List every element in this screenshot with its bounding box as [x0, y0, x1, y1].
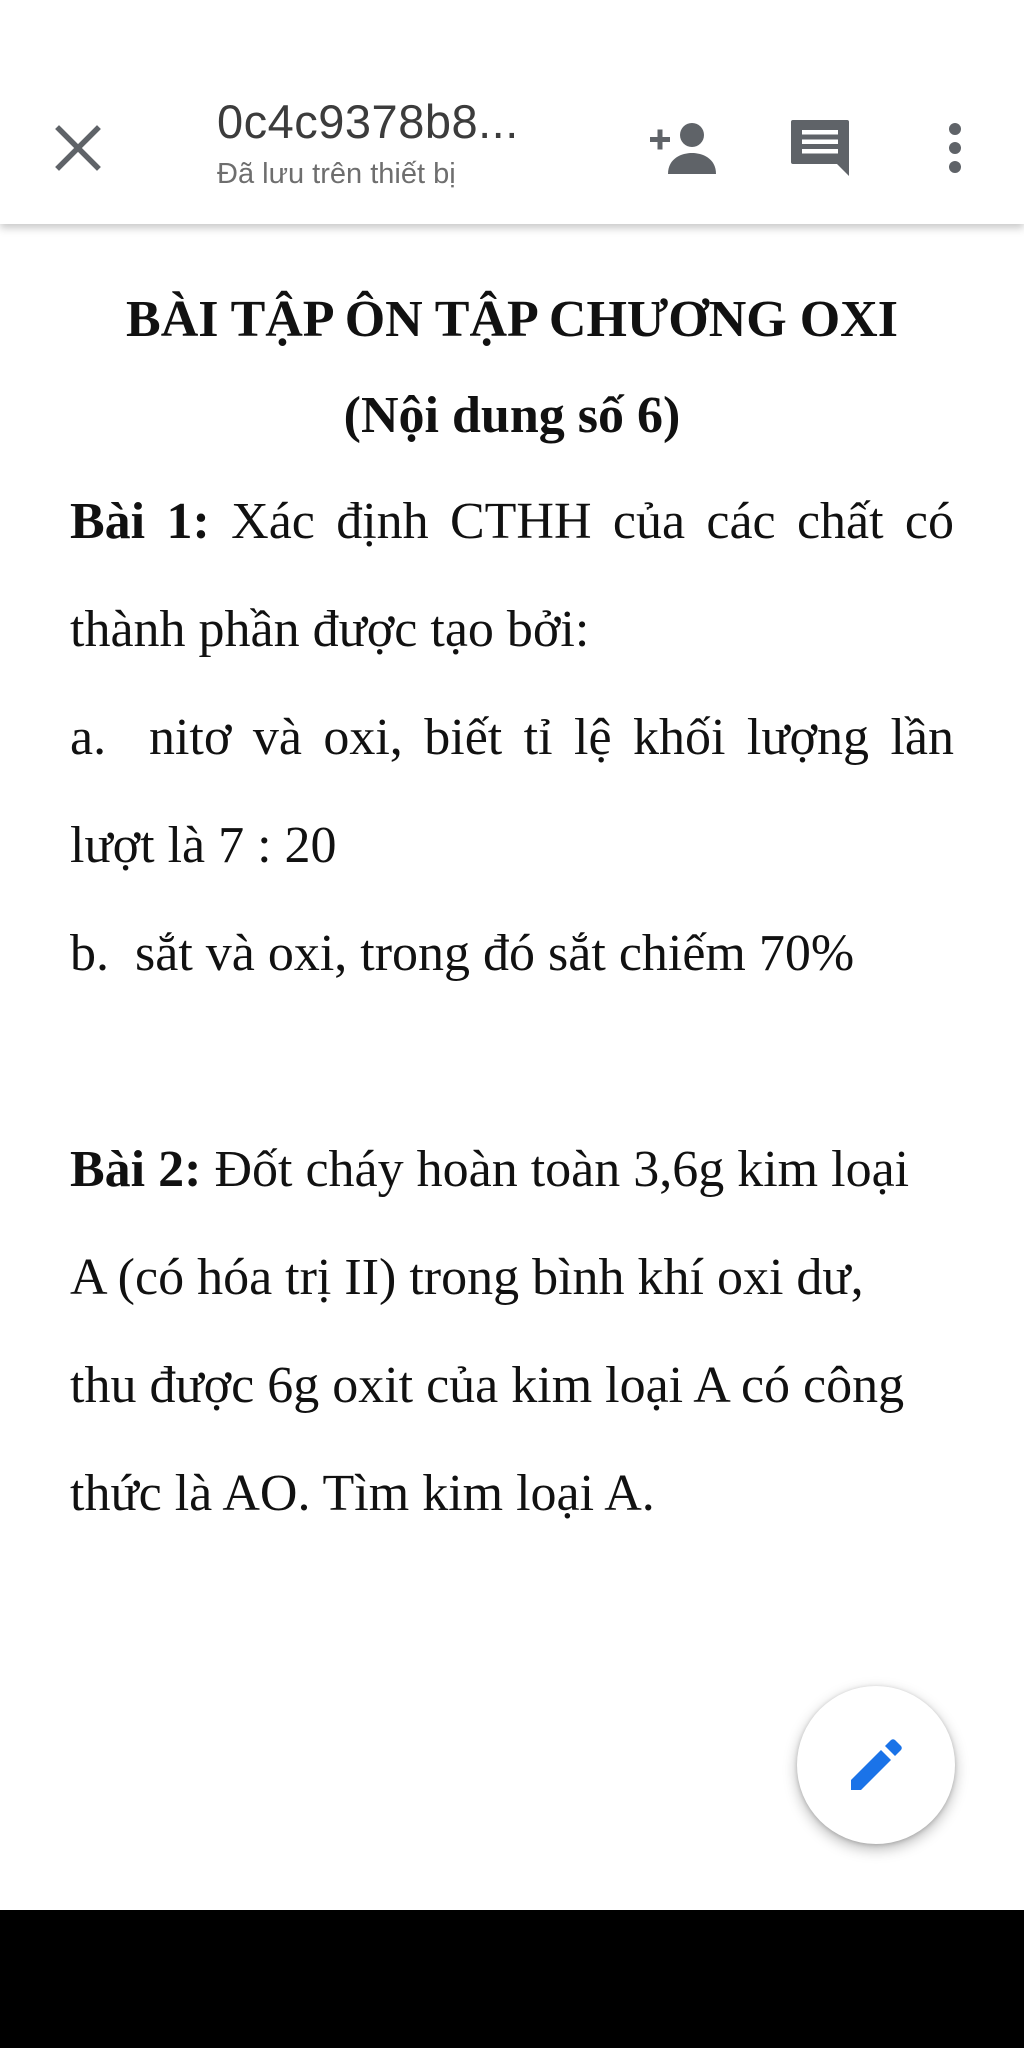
edit-fab-button[interactable]: [797, 1686, 955, 1844]
exercise-1-text: Xác định CTHH của các chất có thành phần được tạo bởi:: [70, 493, 954, 658]
exercise-2-label: Bài 2:: [70, 1141, 202, 1198]
person-add-icon: [648, 120, 718, 176]
exercise-2-prompt: [70, 1116, 954, 1548]
close-button[interactable]: [36, 112, 120, 184]
app-bar: [0, 0, 1024, 224]
doc-subheading: (Nội dung số 6): [343, 387, 681, 444]
more-options-button[interactable]: [935, 110, 975, 186]
document-title: 0c4c9378b8...: [217, 95, 519, 148]
exercise-2-text: Đốt cháy hoàn toàn 3,6g kim loại A (có hóa trị II) trong bình khí oxi dư, thu được 6g oxit của kim loại A có công thức là AO. Tìm kim loại A.: [70, 1141, 910, 1522]
save-status: Đã lưu trên thiết bị: [217, 157, 456, 190]
system-navigation-bar: [0, 1910, 1024, 2048]
exercise-1-item-b: b. sắt và oxi, trong đó sắt chiếm 70%: [70, 925, 855, 982]
exercise-1-item-a: a. nitơ và oxi, biết tỉ lệ khối lượng lần lượt là 7 : 20: [70, 709, 967, 874]
exercise-1-label: Bài 1:: [70, 493, 210, 550]
share-button[interactable]: [640, 110, 726, 186]
doc-heading: BÀI TẬP ÔN TẬP CHƯƠNG OXI: [126, 291, 898, 348]
comment-button[interactable]: [780, 108, 860, 188]
exercise-1-prompt: [70, 468, 954, 684]
comment-icon: [789, 118, 851, 178]
edit-pencil-icon: [847, 1736, 905, 1794]
more-vert-icon: [947, 123, 963, 173]
close-icon: [55, 125, 101, 171]
document-content: [70, 270, 967, 1548]
title-block: [217, 96, 617, 191]
